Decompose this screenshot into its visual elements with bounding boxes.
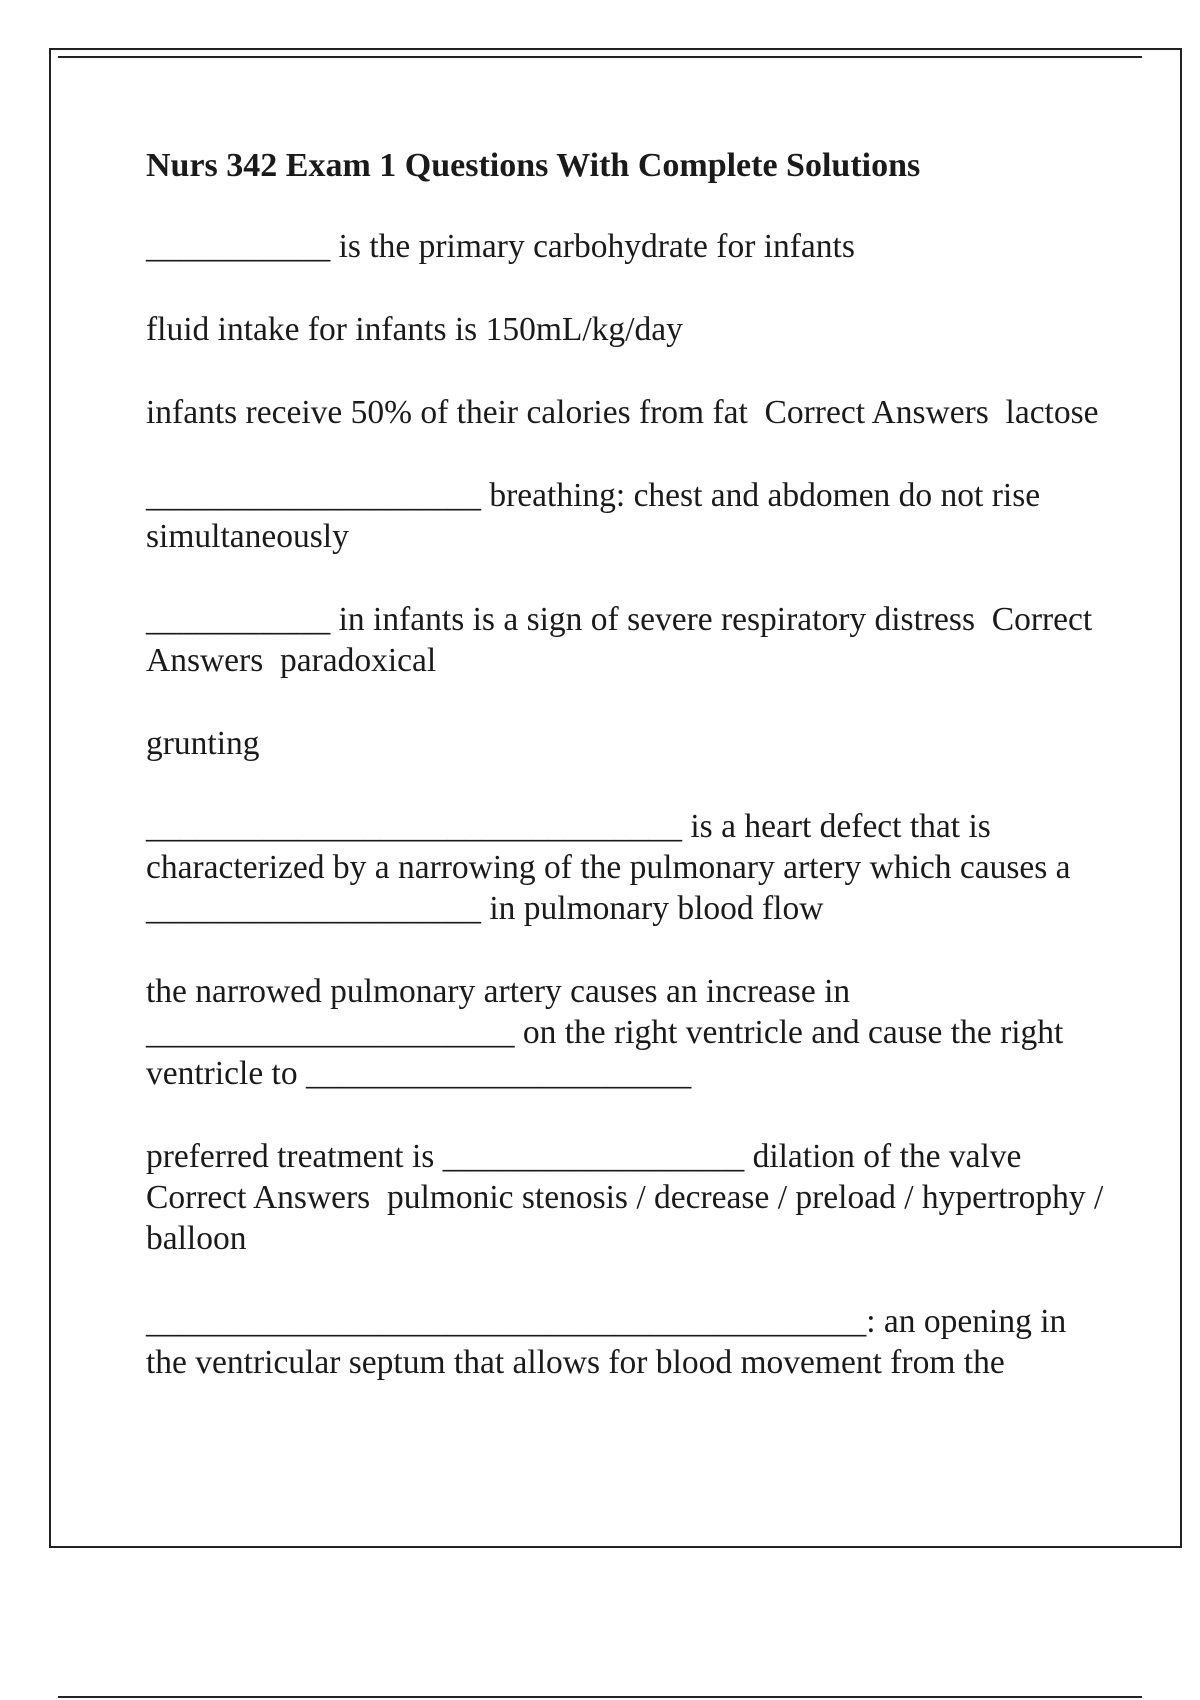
paragraph-1: ___________ is the primary carbohydrate for infants <box>146 228 855 265</box>
paragraph-10: ___________________________________________: an opening in the ventricular septum that allows for blood movement from the <box>146 1303 1075 1381</box>
paragraph-6: grunting <box>146 725 260 762</box>
paragraph-4: ____________________ breathing: chest and abdomen do not rise simultaneously <box>146 477 1049 555</box>
document-title: Nurs 342 Exam 1 Questions With Complete Solutions <box>146 147 921 184</box>
paragraph-7: ________________________________ is a heart defect that is characterized by a narrowing of the pulmonary artery which causes a ____________________ in pulmonary blood flow <box>146 808 1079 927</box>
header-rule <box>58 56 1142 58</box>
paragraph-9: preferred treatment is __________________ dilation of the valve Correct Answers pulmonic stenosis / decrease / preload / hypertrophy / balloon <box>146 1138 1112 1257</box>
document-body <box>146 142 1112 1425</box>
paragraph-2: fluid intake for infants is 150mL/kg/day <box>146 311 683 348</box>
paragraph-8: the narrowed pulmonary artery causes an increase in ______________________ on the right ventricle and cause the right ventricle to _______________________ <box>146 973 1072 1092</box>
paragraph-5: ___________ in infants is a sign of severe respiratory distress Correct Answers paradoxical <box>146 601 1099 679</box>
paragraph-3: infants receive 50% of their calories from fat Correct Answers lactose <box>146 394 1099 431</box>
footer-rule <box>58 1696 1142 1698</box>
